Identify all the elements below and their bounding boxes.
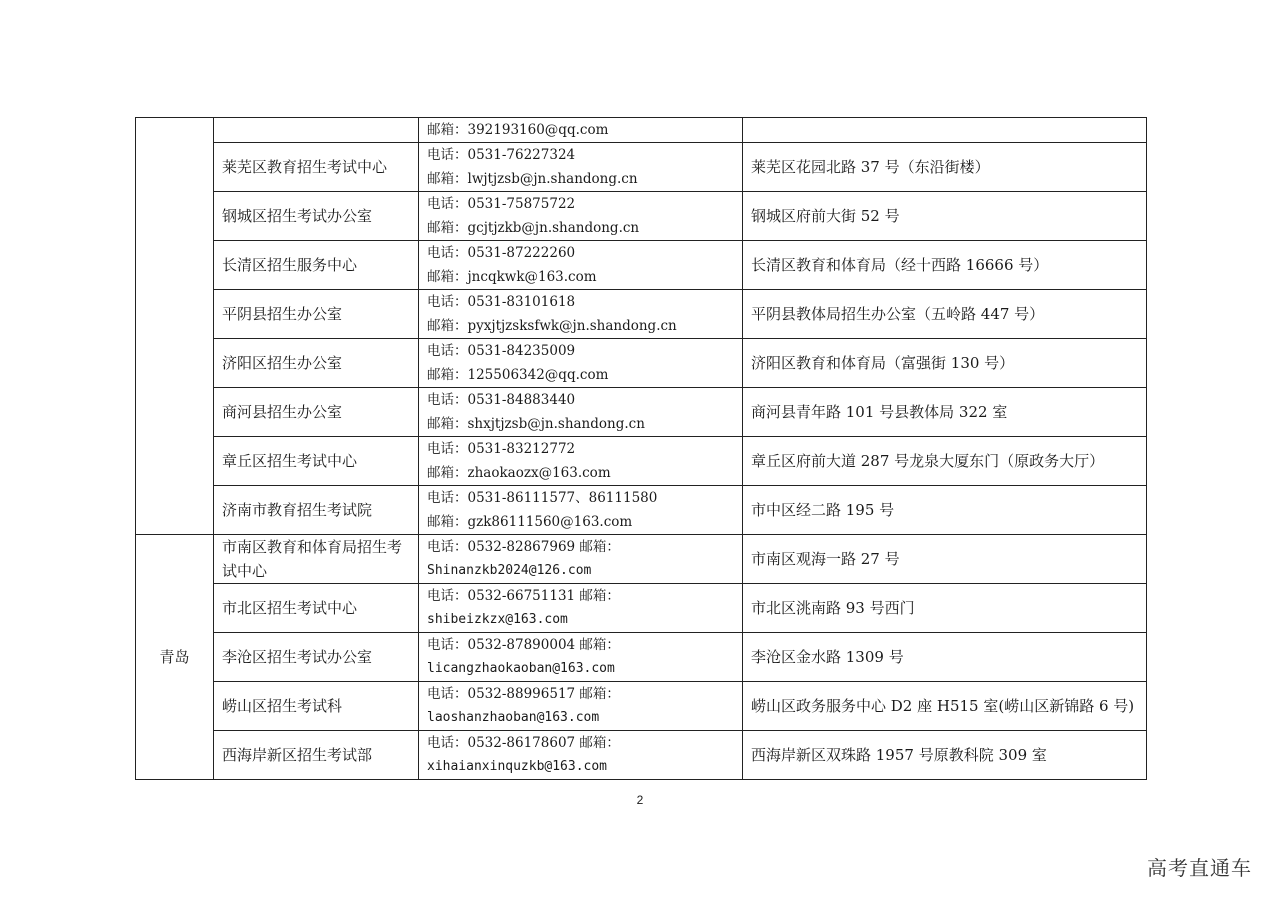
table-row	[136, 584, 1147, 633]
table-row	[136, 339, 1147, 388]
table-body	[136, 118, 1147, 780]
contact-cell	[419, 118, 743, 143]
org-name-cell: 济南市教育招生考试院	[214, 486, 419, 535]
email-text: shibeizkzx@163.com	[427, 612, 568, 627]
contact-cell	[419, 731, 743, 780]
phone-text: 电话：0531-75875722	[427, 196, 576, 212]
email-text: 邮箱：jncqkwk@163.com	[427, 269, 597, 285]
email-text: 邮箱：392193160@qq.com	[427, 122, 609, 138]
contact-cell	[419, 633, 743, 682]
contact-cell	[419, 241, 743, 290]
email-text: 邮箱：125506342@qq.com	[427, 367, 609, 383]
table-row	[136, 241, 1147, 290]
org-name-cell: 长清区招生服务中心	[214, 241, 419, 290]
address-cell: 章丘区府前大道 287 号龙泉大厦东门（原政务大厅）	[743, 437, 1147, 486]
phone-text: 电话：0532-66751131 邮箱：	[427, 588, 620, 604]
phone-text: 电话：0531-83101618	[427, 294, 576, 310]
org-name-cell: 章丘区招生考试中心	[214, 437, 419, 486]
address-cell: 市北区洮南路 93 号西门	[743, 584, 1147, 633]
email-text: 邮箱：zhaokaozx@163.com	[427, 465, 611, 481]
contact-cell	[419, 437, 743, 486]
address-cell: 钢城区府前大街 52 号	[743, 192, 1147, 241]
email-text: xihaianxinquzkb@163.com	[427, 759, 608, 774]
address-cell: 平阴县教体局招生办公室（五岭路 447 号）	[743, 290, 1147, 339]
address-cell: 莱芜区花园北路 37 号（东沿街楼）	[743, 143, 1147, 192]
org-name-cell: 平阴县招生办公室	[214, 290, 419, 339]
phone-text: 电话：0531-84883440	[427, 392, 576, 408]
admissions-office-table	[135, 117, 1147, 780]
contact-cell	[419, 388, 743, 437]
email-text: 邮箱：lwjtjzsb@jn.shandong.cn	[427, 171, 638, 187]
email-text: 邮箱：pyxjtjzsksfwk@jn.shandong.cn	[427, 318, 677, 334]
contact-cell	[419, 682, 743, 731]
email-text: Shinanzkb2024@126.com	[427, 563, 592, 578]
region-cell-qingdao: 青岛	[136, 535, 214, 780]
address-cell: 长清区教育和体育局（经十西路 16666 号）	[743, 241, 1147, 290]
org-name-cell: 济阳区招生办公室	[214, 339, 419, 388]
phone-text: 电话：0532-87890004 邮箱：	[427, 637, 620, 653]
phone-text: 电话：0531-76227324	[427, 147, 576, 163]
phone-text: 电话：0531-84235009	[427, 343, 576, 359]
email-text: 邮箱：shxjtjzsb@jn.shandong.cn	[427, 416, 645, 432]
address-cell	[743, 118, 1147, 143]
address-cell: 西海岸新区双珠路 1957 号原教科院 309 室	[743, 731, 1147, 780]
table-row	[136, 118, 1147, 143]
table-row	[136, 486, 1147, 535]
org-name-cell: 市南区教育和体育局招生考试中心	[214, 535, 419, 584]
table-row	[136, 290, 1147, 339]
email-text: 邮箱：gcjtjzkb@jn.shandong.cn	[427, 220, 640, 236]
phone-text: 电话：0532-82867969 邮箱：	[427, 539, 620, 555]
address-cell: 市中区经二路 195 号	[743, 486, 1147, 535]
address-cell: 济阳区教育和体育局（富强街 130 号）	[743, 339, 1147, 388]
org-name-cell: 市北区招生考试中心	[214, 584, 419, 633]
region-cell-jinan	[136, 118, 214, 535]
contact-cell	[419, 535, 743, 584]
table-row	[136, 192, 1147, 241]
table-row	[136, 535, 1147, 584]
org-name-cell: 商河县招生办公室	[214, 388, 419, 437]
phone-text: 电话：0531-83212772	[427, 441, 576, 457]
contact-cell	[419, 486, 743, 535]
table-row	[136, 143, 1147, 192]
org-name-cell: 西海岸新区招生考试部	[214, 731, 419, 780]
org-name-cell: 莱芜区教育招生考试中心	[214, 143, 419, 192]
phone-text: 电话：0531-86111577、86111580	[427, 490, 658, 506]
contact-cell	[419, 143, 743, 192]
page-number: 2	[636, 793, 644, 807]
contact-cell	[419, 584, 743, 633]
contact-cell	[419, 339, 743, 388]
org-name-cell: 崂山区招生考试科	[214, 682, 419, 731]
address-cell: 商河县青年路 101 号县教体局 322 室	[743, 388, 1147, 437]
email-text: laoshanzhaoban@163.com	[427, 710, 600, 725]
contact-cell	[419, 290, 743, 339]
org-name-cell: 李沧区招生考试办公室	[214, 633, 419, 682]
phone-text: 电话：0532-86178607 邮箱：	[427, 735, 620, 751]
email-text: licangzhaokaoban@163.com	[427, 661, 615, 676]
contact-table-container	[135, 117, 1147, 780]
address-cell: 李沧区金水路 1309 号	[743, 633, 1147, 682]
contact-cell	[419, 192, 743, 241]
watermark-logo-text: 高考直通车	[1147, 856, 1252, 880]
table-row	[136, 682, 1147, 731]
org-name-cell	[214, 118, 419, 143]
table-row	[136, 388, 1147, 437]
phone-text: 电话：0532-88996517 邮箱：	[427, 686, 620, 702]
table-row	[136, 437, 1147, 486]
org-name-cell: 钢城区招生考试办公室	[214, 192, 419, 241]
address-cell: 崂山区政务服务中心 D2 座 H515 室(崂山区新锦路 6 号)	[743, 682, 1147, 731]
address-cell: 市南区观海一路 27 号	[743, 535, 1147, 584]
phone-text: 电话：0531-87222260	[427, 245, 576, 261]
table-row	[136, 731, 1147, 780]
table-row	[136, 633, 1147, 682]
email-text: 邮箱：gzk86111560@163.com	[427, 514, 633, 530]
